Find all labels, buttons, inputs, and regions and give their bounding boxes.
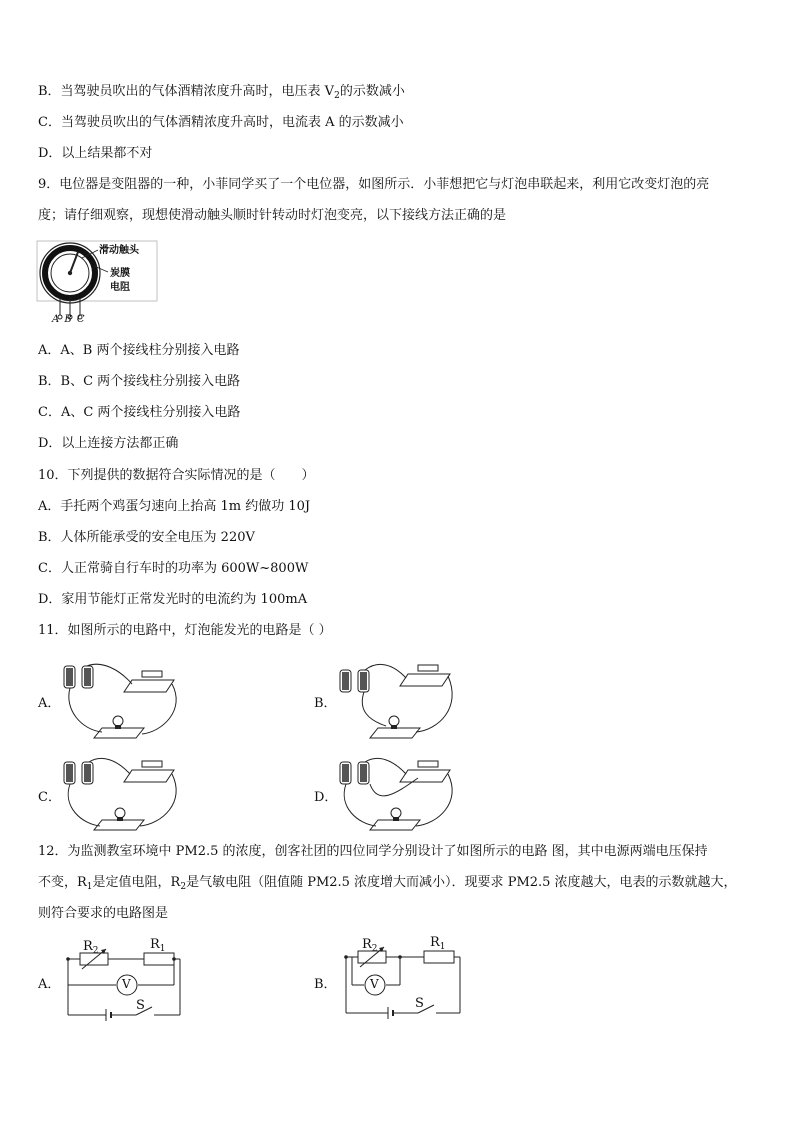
q12b-r2-label: $R_2$ xyxy=(362,937,378,954)
q11-stem: 11．如图所示的电路中，灯泡能发光的电路是（ ） xyxy=(38,623,332,638)
q9-option-a: A．A、B 两个接线柱分别接入电路 xyxy=(38,343,240,358)
label-carbon-film: 炭膜 xyxy=(110,268,130,279)
q10-option-b: B．人体所能承受的安全电压为 220V xyxy=(38,530,255,545)
q12-stem-line2: 不变，$R_1$是定值电阻，$R_2$是气敏电阻（阻值随 PM2.5 浓度增大而减小）．现要求 PM2.5 浓度越大，电表的示数就越大， xyxy=(38,875,737,892)
q9-option-b: B．B、C 两个接线柱分别接入电路 xyxy=(38,374,241,389)
q11-circuit-a xyxy=(62,660,182,742)
q8-option-c: C．当驾驶员吹出的气体酒精浓度升高时，电流表 A 的示数减小 xyxy=(38,115,404,130)
q12b-r1-label: $R_1$ xyxy=(430,935,446,952)
q12-label-a: A． xyxy=(38,977,61,992)
q11-circuit-b xyxy=(338,660,458,742)
q8-option-d: D．以上结果都不对 xyxy=(38,146,153,161)
q10-stem: 10．下列提供的数据符合实际情况的是（ ） xyxy=(38,468,315,483)
q12-label-b: B． xyxy=(314,977,337,992)
q8-option-b: B．当驾驶员吹出的气体酒精浓度升高时，电压表 $V_2$的示数减小 xyxy=(38,84,405,101)
q12a-r2-label: $R_2$ xyxy=(83,939,99,956)
label-terminals: A B C xyxy=(52,314,86,325)
q11-circuit-d xyxy=(338,752,458,834)
q9-option-c: C．A、C 两个接线柱分别接入电路 xyxy=(38,405,241,420)
q9-stem-line1: 9．电位器是变阻器的一种，小菲同学买了一个电位器，如图所示．小菲想把它与灯泡串联起来，利用它改变灯泡的亮 xyxy=(38,177,710,192)
q12b-switch-label: S xyxy=(415,996,424,1011)
q10-option-d: D．家用节能灯正常发光时的电流约为 100mA xyxy=(38,592,308,607)
q12a-voltmeter-label: V xyxy=(122,977,131,991)
q11-circuit-c xyxy=(62,752,182,834)
q11-label-b: B． xyxy=(314,696,337,711)
q9-stem-line2: 度；请仔细观察，现想使滑动触头顺时针转动时灯泡变亮，以下接线方法正确的是 xyxy=(38,208,507,223)
q12a-r1-label: $R_1$ xyxy=(150,937,166,954)
q12a-switch-label: S xyxy=(136,998,145,1013)
q11-label-c: C． xyxy=(38,790,61,805)
label-slider: 滑动触头 xyxy=(99,245,139,256)
label-resistor: 电阻 xyxy=(110,282,130,293)
q9-option-d: D．以上连接方法都正确 xyxy=(38,436,179,451)
q12-stem-line1: 12．为监测教室环境中 PM2.5 的浓度，创客社团的四位同学分别设计了如图所示的电路 图，其中电源两端电压保持 xyxy=(38,844,708,859)
q11-label-d: D． xyxy=(314,790,338,805)
q10-option-c: C．人正常骑自行车时的功率为 600W~800W xyxy=(38,561,309,576)
q11-label-a: A． xyxy=(38,696,61,711)
q12b-voltmeter-label: V xyxy=(370,977,379,991)
q12-stem-line3: 则符合要求的电路图是 xyxy=(38,906,169,921)
q10-option-a: A．手托两个鸡蛋匀速向上抬高 1m 约做功 10J xyxy=(38,499,311,514)
